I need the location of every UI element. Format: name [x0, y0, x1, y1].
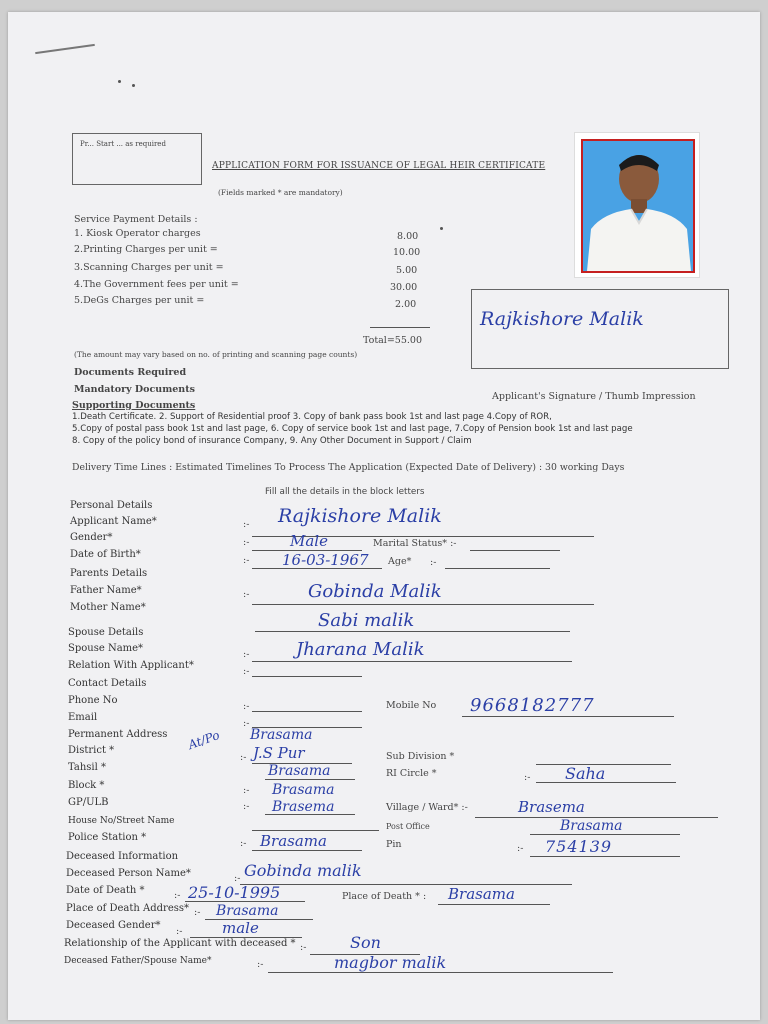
form-title: APPLICATION FORM FOR ISSUANCE OF LEGAL HEIR CERTIFICATE — [212, 161, 546, 171]
permanent-address-value: Brasama — [250, 727, 313, 743]
deceased-gender-value: male — [222, 919, 259, 937]
separator: :- — [234, 873, 241, 884]
section-deceased-information: Deceased Information — [66, 851, 179, 862]
field-line — [265, 779, 355, 780]
payment-item-label: 4.The Government fees per unit = — [74, 279, 239, 290]
separator: :- — [243, 555, 250, 566]
ri-circle-value: Saha — [565, 764, 606, 783]
section-contact-details: Contact Details — [68, 678, 147, 689]
field-line — [445, 568, 550, 569]
relation-label: Relation With Applicant* — [68, 660, 194, 671]
field-line — [185, 901, 305, 902]
tahsil-label: Tahsil * — [68, 762, 107, 773]
documents-required: Documents Required — [74, 367, 187, 378]
documents-mandatory: Mandatory Documents — [74, 384, 195, 395]
block-label: Block * — [68, 780, 105, 791]
relationship-value: Son — [350, 933, 381, 952]
dob-label: Date of Birth* — [70, 549, 141, 560]
permanent-address-label: Permanent Address — [68, 729, 168, 740]
place-of-death-address-value: Brasama — [216, 903, 279, 919]
marital-status-label: Marital Status* :- — [373, 538, 457, 549]
separator: :- — [243, 537, 250, 548]
field-line — [265, 814, 355, 815]
separator: :- — [430, 557, 437, 568]
scan-speck — [132, 84, 135, 87]
relationship-label: Relationship of the Applicant with deceased * — [64, 938, 296, 949]
district-label: District * — [68, 745, 115, 756]
payment-item-value: 10.00 — [393, 247, 421, 258]
deceased-father-spouse-label: Deceased Father/Spouse Name* — [64, 956, 212, 966]
separator: :- — [243, 589, 250, 600]
gender-label: Gender* — [70, 532, 113, 543]
village-ward-label: Village / Ward* :- — [386, 802, 468, 813]
separator: :- — [243, 649, 250, 660]
photo-note: Pr... Start ... as required — [80, 140, 166, 148]
field-line — [470, 550, 560, 551]
field-line — [252, 830, 379, 831]
field-line — [536, 782, 676, 783]
field-line — [252, 604, 594, 605]
separator: :- — [243, 785, 250, 796]
scan-speck — [440, 227, 443, 230]
separator: :- — [240, 838, 247, 849]
phone-label: Phone No — [68, 695, 118, 706]
delivery-timeline: Delivery Time Lines : Estimated Timelines To Process The Application (Expected Date of Delivery) : 30 working Days — [72, 462, 625, 473]
field-line — [438, 904, 550, 905]
separator: :- — [257, 959, 264, 970]
person-silhouette-icon — [583, 141, 693, 271]
payment-item-label: 3.Scanning Charges per unit = — [74, 262, 224, 273]
block-letters-instruction: Fill all the details in the block letters — [265, 487, 425, 497]
field-line — [240, 884, 572, 885]
gp-ulb-value: Brasema — [272, 799, 335, 815]
mother-name-label: Mother Name* — [70, 602, 146, 613]
signature-caption: Applicant's Signature / Thumb Impression — [492, 391, 696, 402]
signature-handwritten: Rajkishore Malik — [480, 308, 644, 330]
father-name-value: Gobinda Malik — [308, 581, 442, 602]
pin-label: Pin — [386, 839, 402, 850]
subdivision-label: Sub Division * — [386, 751, 455, 762]
separator: :- — [243, 718, 250, 729]
section-personal-details: Personal Details — [70, 500, 153, 511]
field-line — [252, 568, 382, 569]
separator: :- — [174, 890, 181, 901]
field-line — [252, 676, 362, 677]
deceased-gender-label: Deceased Gender* — [66, 920, 161, 931]
field-line — [252, 850, 362, 851]
spouse-name-label: Spouse Name* — [68, 643, 144, 654]
payment-item-label: 1. Kiosk Operator charges — [74, 228, 201, 239]
place-of-death-label: Place of Death * : — [342, 891, 427, 902]
police-station-label: Police Station * — [68, 832, 147, 843]
scan-speck — [118, 80, 121, 83]
field-line — [268, 972, 613, 973]
field-line — [252, 711, 362, 712]
post-office-value: Brasama — [560, 818, 623, 834]
service-payment-heading: Service Payment Details : — [74, 214, 198, 225]
applicant-photo — [574, 132, 700, 278]
separator: :- — [176, 926, 183, 937]
payment-item-value: 2.00 — [395, 299, 417, 310]
mother-name-value: Sabi malik — [318, 610, 415, 631]
mobile-label: Mobile No — [386, 700, 437, 711]
spouse-name-value: Jharana Malik — [296, 639, 425, 660]
field-line — [252, 661, 572, 662]
separator: :- — [300, 942, 307, 953]
field-line — [462, 716, 674, 717]
deceased-name-label: Deceased Person Name* — [66, 868, 191, 879]
deceased-name-value: Gobinda malik — [244, 861, 362, 880]
payment-note: (The amount may vary based on no. of printing and scanning page counts) — [74, 350, 358, 359]
separator: :- — [243, 666, 250, 677]
payment-item-value: 30.00 — [390, 282, 418, 293]
payment-item-value: 5.00 — [396, 265, 418, 276]
separator: :- — [243, 701, 250, 712]
separator: :- — [243, 801, 250, 812]
payment-total: Total=55.00 — [363, 335, 422, 346]
payment-item-label: 5.DeGs Charges per unit = — [74, 295, 205, 306]
form-subtitle: (Fields marked * are mandatory) — [218, 188, 343, 197]
documents-line: 5.Copy of postal pass book 1st and last page, 6. Copy of service book 1st and last page, 7.Copy of Pension book 1st and last page — [72, 424, 633, 434]
separator: :- — [194, 907, 201, 918]
post-office-label: Post Office — [386, 822, 430, 831]
date-of-death-label: Date of Death * — [66, 885, 145, 896]
place-of-death-address-label: Place of Death Address* — [66, 903, 190, 914]
applicant-name-label: Applicant Name* — [70, 516, 157, 527]
block-value: Brasama — [272, 782, 335, 798]
separator: :- — [243, 519, 250, 530]
documents-line: 1.Death Certificate. 2. Support of Residential proof 3. Copy of bank pass book 1st and last page 4.Copy of ROR, — [72, 412, 552, 422]
mobile-value: 9668182777 — [470, 695, 595, 716]
ri-circle-label: RI Circle * — [386, 768, 437, 779]
district-value: J.S Pur — [253, 744, 305, 762]
gender-value: Male — [290, 532, 328, 550]
at-po-note: At/Po — [186, 727, 222, 753]
police-station-value: Brasama — [260, 832, 327, 850]
father-name-label: Father Name* — [70, 585, 142, 596]
section-spouse-details: Spouse Details — [68, 627, 144, 638]
date-of-death-value: 25-10-1995 — [188, 883, 281, 902]
village-ward-value: Brasema — [518, 798, 585, 816]
field-line — [255, 631, 570, 632]
total-rule — [370, 327, 430, 328]
applicant-name-value: Rajkishore Malik — [278, 505, 442, 527]
gp-ulb-label: GP/ULB — [68, 797, 109, 808]
payment-item-value: 8.00 — [397, 231, 419, 242]
tahsil-value: Brasama — [268, 763, 331, 779]
section-parents-details: Parents Details — [70, 568, 148, 579]
age-label: Age* — [388, 556, 412, 567]
documents-line: 8. Copy of the policy bond of insurance Company, 9. Any Other Document in Support / Claim — [72, 436, 472, 446]
separator: :- — [524, 772, 531, 783]
deceased-father-spouse-value: magbor malik — [334, 953, 447, 972]
field-line — [530, 856, 680, 857]
place-of-death-value: Brasama — [448, 885, 515, 903]
field-line — [530, 834, 680, 835]
house-street-label: House No/Street Name — [68, 816, 175, 826]
payment-item-label: 2.Printing Charges per unit = — [74, 244, 218, 255]
pin-value: 754139 — [545, 837, 613, 856]
separator: :- — [240, 752, 247, 763]
dob-value: 16-03-1967 — [282, 551, 369, 569]
email-label: Email — [68, 712, 98, 723]
documents-supporting: Supporting Documents — [72, 400, 196, 411]
separator: :- — [517, 843, 524, 854]
